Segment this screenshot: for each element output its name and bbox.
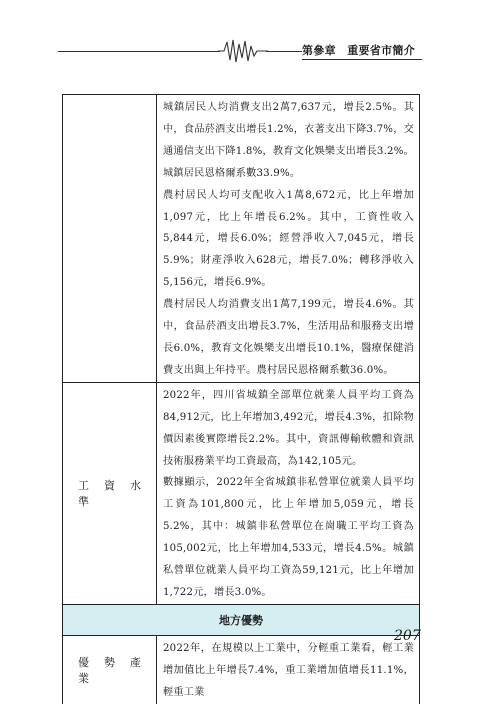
pulse-wave-icon <box>218 38 268 64</box>
paragraph: 2022年，在規模以上工業中，分輕重工業看，輕工業增加值比上年增長7.4%，重工業增加值增長11.1%，輕重工業 <box>163 642 414 698</box>
row-content <box>157 636 419 704</box>
chapter-title: 第參章 重要省市簡介 <box>302 43 422 60</box>
page-number: 207 <box>394 628 421 644</box>
paragraph: 城鎮居民人均消費支出2萬7,637元，增長2.5%。其中，食品菸酒支出增長1.2%，衣著支出下降3.7%，交通通信支出下降1.8%，教育文化娛樂支出增長3.2%。城鎮居民恩格爾系數33.9%。 <box>163 102 414 179</box>
header-rule-left <box>58 51 220 52</box>
row-content <box>157 95 419 382</box>
table-row-wage-level <box>63 383 419 605</box>
info-table <box>62 94 420 704</box>
paragraph: 農村居民人均可支配收入1萬8,672元，比上年增加1,097元，比上年增長6.2%。其中，工資性收入5,844元，增長6.0%；經營淨收入7,045元，增長5.9%；財產淨收入628元，增長7.0%；轉移淨收入5,156元，增長6.9%。 <box>163 189 414 289</box>
row-content <box>157 383 419 604</box>
row-label <box>63 95 157 382</box>
paragraph: 農村居民人均消費支出1萬7,199元，增長4.6%。其中，食品菸酒支出增長3.7%，生活用品和服務支出增長6.0%，教育文化娛樂支出增長10.1%，醫療保健消費支出與上年持平。農村居民恩格爾系數36.0%。 <box>163 299 414 376</box>
table-row-consumption <box>63 95 419 383</box>
table-row-advantage-industry <box>63 636 419 704</box>
header-rule-right <box>266 51 302 52</box>
paragraph: 2022年，四川省城鎮全部單位就業人員平均工資為84,912元，比上年增加3,492元，增長4.3%，扣除物價因素後實際增長2.2%。其中，資訊傳輸軟體和資訊技術服務業平均工資最高，為142,105元。 <box>163 389 414 467</box>
row-label: 工資水準 <box>63 383 157 604</box>
paragraph: 數據顯示，2022年全省城鎮非私營單位就業人員平均工資為101,800元，比上年增加5,059元，增長5.2%，其中：城鎮非私營單位在崗職工平均工資為105,002元，比上年增加4,533元，增長4.5%。城鎮私營單位就業人員平均工資為59,121元，比上年增加1,722元，增長3.0%。 <box>163 477 414 598</box>
row-label: 優勢產業 <box>63 636 157 704</box>
section-header: 地方優勢 <box>63 605 419 636</box>
